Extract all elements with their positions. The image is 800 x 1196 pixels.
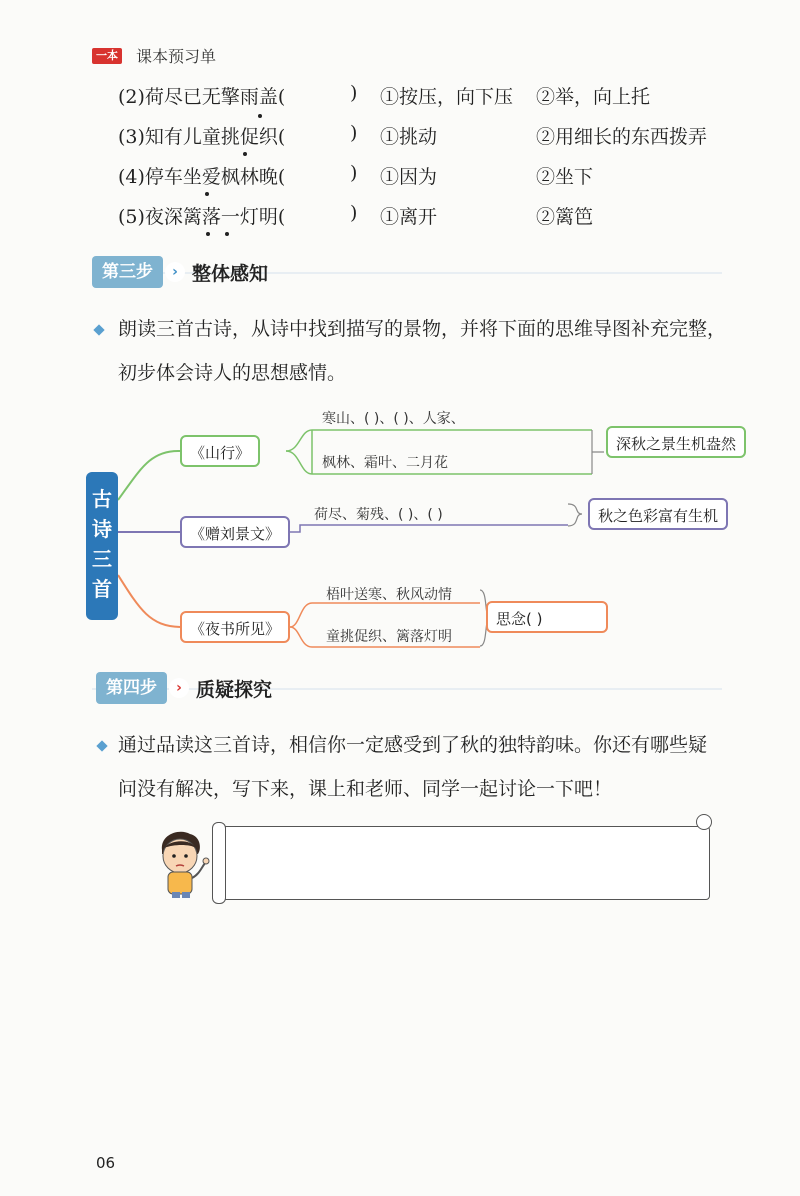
option-1: ①按压，向下压: [380, 86, 514, 108]
mindmap-item: 枫林、霜叶、二月花: [322, 455, 448, 471]
step4-instruction-line1: 通过品读这三首诗，相信你一定感受到了秋的独特韵味。你还有哪些疑: [118, 734, 708, 756]
page-header-title: 课本预习单: [136, 47, 217, 66]
option-1: ①因为: [380, 166, 438, 188]
step3-title: 整体感知: [192, 263, 269, 285]
question-text: 知有儿童挑促织(: [144, 126, 286, 148]
option-2: ②举，向上托: [536, 86, 651, 108]
mindmap-root: 古 诗 三 首: [86, 472, 118, 620]
mindmap-poem-yeshusuojian: 《夜书所见》: [180, 611, 290, 643]
answer-blank-close[interactable]: ): [350, 122, 358, 144]
answer-blank-close[interactable]: ): [350, 82, 358, 104]
question-text: 荷尽已无擎雨盖(: [144, 86, 286, 108]
chevron-right-icon: ›: [169, 678, 189, 698]
step4-title: 质疑探究: [196, 679, 273, 701]
page-number: 06: [96, 1154, 116, 1172]
mindmap-feeling: 秋之色彩富有生机: [588, 498, 728, 530]
scroll-roll-left: [212, 822, 226, 904]
mindmap-item: 梧叶送寒、秋风动情: [326, 587, 452, 603]
mindmap-poem-zengliujingwen: 《赠刘景文》: [180, 516, 290, 548]
question-number: (2): [118, 86, 145, 108]
question-text: 夜深篱落一灯明(: [144, 206, 286, 228]
boy-illustration: [150, 826, 214, 900]
mindmap-item[interactable]: 寒山、( )、( )、人家、: [322, 411, 465, 427]
mindmap-item: 童挑促织、篱落灯明: [326, 629, 452, 645]
question-number: (4): [118, 166, 145, 188]
question-number: (5): [118, 206, 145, 228]
option-2: ②篱笆: [536, 206, 594, 228]
step4-tag: 第四步: [96, 672, 167, 704]
option-2: ②用细长的东西拨弄: [536, 126, 708, 148]
answer-blank-close[interactable]: ): [350, 162, 358, 184]
answer-writing-box[interactable]: [218, 826, 710, 900]
bullet-diamond-icon: [96, 740, 107, 751]
chevron-right-icon: ›: [165, 262, 185, 282]
mindmap-feeling-blank[interactable]: 思念( ): [486, 601, 608, 633]
scroll-roll-right: [696, 814, 712, 830]
step3-instruction-line2: 初步体会诗人的思想感情。: [118, 362, 347, 384]
step3-instruction-line1: 朗读三首古诗，从诗中找到描写的景物，并将下面的思维导图补充完整，: [118, 318, 727, 340]
question-number: (3): [118, 126, 145, 148]
question-text: 停车坐爱枫林晚(: [144, 166, 286, 188]
step3-tag: 第三步: [92, 256, 163, 288]
answer-blank-close[interactable]: ): [350, 202, 358, 224]
brand-badge: 一本: [92, 48, 122, 64]
mindmap-poem-shanxing: 《山行》: [180, 435, 260, 467]
step4-instruction-line2: 问没有解决，写下来，课上和老师、同学一起讨论一下吧！: [118, 778, 613, 800]
mindmap-feeling: 深秋之景生机盎然: [606, 426, 746, 458]
option-2: ②坐下: [536, 166, 594, 188]
option-1: ①离开: [380, 206, 438, 228]
mindmap-item[interactable]: 荷尽、菊残、( )、( ): [314, 507, 443, 523]
option-1: ①挑动: [380, 126, 438, 148]
